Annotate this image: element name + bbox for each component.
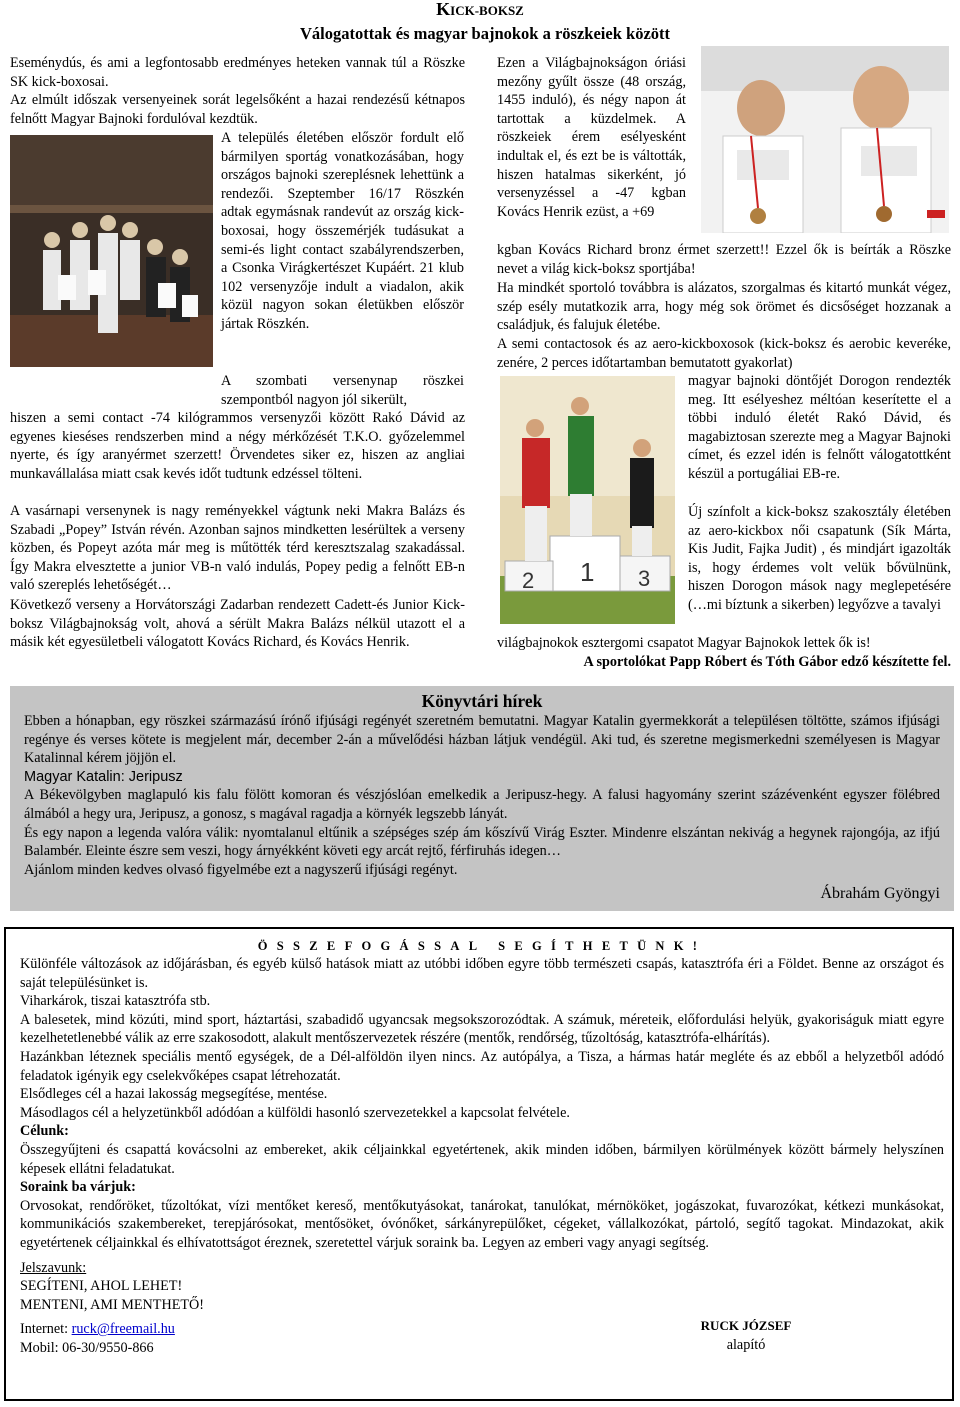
right-paragraph-2: Ha mindkét sportoló továbbra is alázatos, szorgalmas és kitartó munkát végez, szép esély mutatkozik arra, hogy még sok örömet és dicsőséget hozzanak a családjuk, és falujuk életébe. xyxy=(497,280,951,334)
founder-role: alapító xyxy=(726,1336,766,1353)
library-news-box xyxy=(10,686,954,911)
right-paragraph-4a: Új színfolt a kick-boksz szakosztály életében az aero-kickbox női csapatunk (Sík Márta, Kis Judit, Fajka Judit) , és mindjárt igazolták is, hogy érdemes volt velük bővülnünk, hiszen Dorogon mások nagy meglepetésére (…mi bíztunk a sikerben) legyőzve a tavalyi xyxy=(688,504,951,613)
svg-text:1: 1 xyxy=(580,557,595,587)
motto-label: Jelszavunk: xyxy=(20,1259,87,1276)
appeal-box xyxy=(4,927,954,1401)
right-paragraph-1a: Ezen a Világbajnokságon óriási mezőny gyűlt össze (48 ország, 1455 induló), és négy napon át tartottak a küzdelmek. A röszkeiek érem esélyesként indultak el, és ezt be is váltották, hiszen hatalmas sikerként, jó versenyzéssel a -47 kgban Kovács Henrik ezüst, a +69 xyxy=(497,55,686,220)
library-recommendation: Ajánlom minden kedves olvasó figyelmébe ezt a nagyszerű ifjúsági regényt. xyxy=(24,861,458,878)
goal-label: Célunk: xyxy=(20,1123,69,1140)
goal-text: Összegyűjteni és csapattá kovácsolni az embereket, akik céljainkkal egyetértenek, akik minden időben, bármilyen körülmények között bármely helyszínen képesek ellátni feladatukat. xyxy=(20,1141,944,1177)
article-subtitle: Válogatottak és magyar bajnokok a röszkeiek között xyxy=(299,24,671,43)
appeal-paragraph-2: Viharkárok, tiszai katasztrófa stb. xyxy=(20,993,211,1010)
appeal-heading: ÖSSZEFOGÁSSAL SEGÍTHETÜNK! xyxy=(257,939,707,953)
appeal-paragraph-1: Különféle változások az időjárásban, és egyéb külső hatások miatt az utóbbi időben egyre több természeti csapás, katasztrófa éri a Földet. Benne az országot és saját településünket is. xyxy=(20,956,944,991)
right-paragraph-4b: világbajnokok esztergomi csapatot Magyar Bajnokok lettek ők is! xyxy=(497,635,871,651)
library-heading: Könyvtári hírek xyxy=(421,691,543,711)
left-paragraph-6: Következő verseny a Horvátországi Zadarban rendezett Cadett-és Junior Kick-boksz Világbajnokság volt, ahová a sérült Makra Balázs nélkül utazott el a másik két egyesületbeli válogatott Kovács Richard, és Kovács Henrik. xyxy=(10,597,465,651)
right-paragraph-3b: magyar bajnoki döntőjét Dorogon rendezték meg. Itt esélyeshez méltóan keserítette el a többi induló életét Rakó Dávid, és magabiztosan szerezte meg a Magyar Bajnoki címet, és ezzel idén is felnőtt válogatottként készül a portugáliai EB-re. xyxy=(688,373,951,482)
mobile-line: Mobil: 06-30/9550-866 xyxy=(20,1339,154,1356)
left-paragraph-3: A település életében először fordult elő bármilyen sportág vonatkozásában, hogy országos bajnoki szereplésnek lehettünk a rendezői. Szeptember 16/17 Röszkén adtak egymásnak randevút az ország kick-boxosai, hogy összemérjék tudásukat a semi-és light contact szabályrendszerben, a Csonka Virágkertészet Kupáért. 21 klub 102 versenyzője indult a viadalon, akik közül nagyon sokan életükben először jártak Röszkén. xyxy=(221,130,464,332)
article-title: KICK-BOKSZ xyxy=(436,0,524,19)
internet-label: Internet: xyxy=(20,1321,72,1338)
founder-name: RUCK JÓZSEF xyxy=(700,1318,792,1333)
motto-line-2: MENTENI, AMI MENTHETŐ! xyxy=(20,1296,205,1313)
appeal-paragraph-3: A balesetek, mind közúti, mind sport, háztartási, szabadidő ugyancsak megsokszorozódtak. A számuk, méreteik, előfordulási helyük, gyakoriságuk miatt egyre kezelhetetlenebbé válik az erre szakosodott, alakult mentőszervezetek részére (mentők, rendőrség, tűzoltóság, katasztrófa-elhárítás). xyxy=(20,1011,944,1047)
right-paragraph-3a: A semi contactosok és az aero-kickboxosok (kick-boksz és aerobic keveréke, zenére, 2 perces időtartamban bemutatott gyakorlat) xyxy=(497,336,951,371)
motto-line-1: SEGÍTENI, AHOL LEHET! xyxy=(20,1278,183,1295)
svg-text:3: 3 xyxy=(638,566,651,591)
library-signature: Ábrahám Gyöngyi xyxy=(820,885,940,903)
appeal-paragraph-5: Elsődleges cél a hazai lakosság megsegítése, mentése. xyxy=(20,1086,328,1103)
library-paragraph-3: És egy napon a legenda valóra válik: nyomtalanul eltűnik a szépséges szép ám kőszívű Virág Eszter. Mindenre elszántan nekivág a hegynek rajongója, az ifjú Balambér. Eleinte észre sem veszi, hogy árnyékként követi egy arcát rejtő, férfiruhás idegen… xyxy=(24,824,940,860)
left-paragraph-4b: hiszen a semi contact -74 kilógrammos versenyzői között Rakó Dávid az egyenes kieséses rendszerben mind a négy mérkőzését T.K.O. győzelemmel nyerte, és így aranyérmet szerzett! Örvendetes siker ez, hiszen az angliai munkavállalása miatt csak kevés időt tudtunk edzéssel tölteni. xyxy=(10,410,465,482)
appeal-paragraph-4: Hazánkban léteznek speciális mentő egységek, de a Dél-alföldön ilyen nincs. Az autópálya, a Tisza, a hármas határ megléte és az ebből a helyzetből adódó feladatok igényik egy cselekvőképes csapat létrehozatát. xyxy=(20,1048,944,1084)
email-link[interactable]: ruck@freemail.hu xyxy=(71,1321,175,1338)
book-title: Magyar Katalin: Jeripusz xyxy=(24,768,183,785)
left-paragraph-1: Eseménydús, és ami a legfontosabb eredményes heteken vannak túl a Röszke SK kick-boxosai. xyxy=(10,55,465,90)
svg-text:2: 2 xyxy=(522,568,535,593)
left-paragraph-2: Az elmúlt időszak versenyeinek sorát legelsőként a hazai rendezésű kétnapos felnőtt Magyar Bajnoki fordulóval kezdtük. xyxy=(10,92,465,127)
library-paragraph-2: A Békevölgyben maglapuló kis falu fölött komoran és vészjóslóan emelkedik a Jeripusz-hegy. A falusi hagyomány szerint százévenként egyszer fölébred álmából a hegy ura, Jeripusz, a gonosz, s magával ragadja a környék legszebb lányát. xyxy=(24,787,940,822)
library-intro: Ebben a hónapban, egy röszkei származású írónő ifjúsági regényét szeretném bemutatni. Magyar Katalin gyermekkorát a településen töltötte, számos ifjúsági regénye és verses kötete is megjelent már, december 2-án a művelődési házban látjuk vendégül. Aki tud, és szeretne megismerkedni személyesen is Magyar Katalinnal kérem jöjjön el. xyxy=(24,713,940,767)
left-paragraph-5: A vasárnapi versenynek is nagy reményekkel vágtunk neki Makra Balázs és Szabadi „Popey” István révén. Azonban sajnos mindketten lesérültek a verseny közben, és Popeyt azóta már meg is műtötték térd keresztszalag szakadással. Így Makra elvesztette a junior VB-n való indulás, Popey pedig a felnőtt EB-n való szereplés lehetőségét… xyxy=(10,503,465,594)
left-paragraph-4a: A szombati versenynap röszkei szempontból nagyon jól sikerült, xyxy=(221,373,464,408)
wait-text: Orvosokat, rendőröket, tűzoltókat, vízi mentőket kereső, mentőkutyásokat, tanárokat, tanulókat, mérnököket, jogászokat, fuvarozókat, kétkezi munkásokat, kommunikációs szakembereket, terepjárósokat, mentősöket, óvónőket, sárkányrepülőket, cégeket, vállalkozókat, pártoló, segítő tagokat. Mindazokat, akik egyetértenek céljainkkal és elhívatottságot éreznek, szeretettel várjuk soraink ba. Legyen az emberi vagy anyagi segítség. xyxy=(20,1197,944,1251)
right-paragraph-1b: kgban Kovács Richard bronz érmet szerzett!! Ezzel ők is beírták a Röszke nevet a világ kick-boksz sportjába! xyxy=(497,242,951,277)
team-photo xyxy=(10,135,213,367)
podium-photo xyxy=(500,376,675,624)
medalists-photo xyxy=(701,46,949,233)
founder-block xyxy=(646,1317,846,1354)
coach-credit: A sportolókat Papp Róbert és Tóth Gábor edző készítette fel. xyxy=(583,654,951,670)
appeal-paragraph-6: Másodlagos cél a helyzetünkből adódóan a külföldi hasonló szervezetekkel a kapcsolat felvétele. xyxy=(20,1104,570,1121)
wait-label: Soraink ba várjuk: xyxy=(20,1179,136,1196)
